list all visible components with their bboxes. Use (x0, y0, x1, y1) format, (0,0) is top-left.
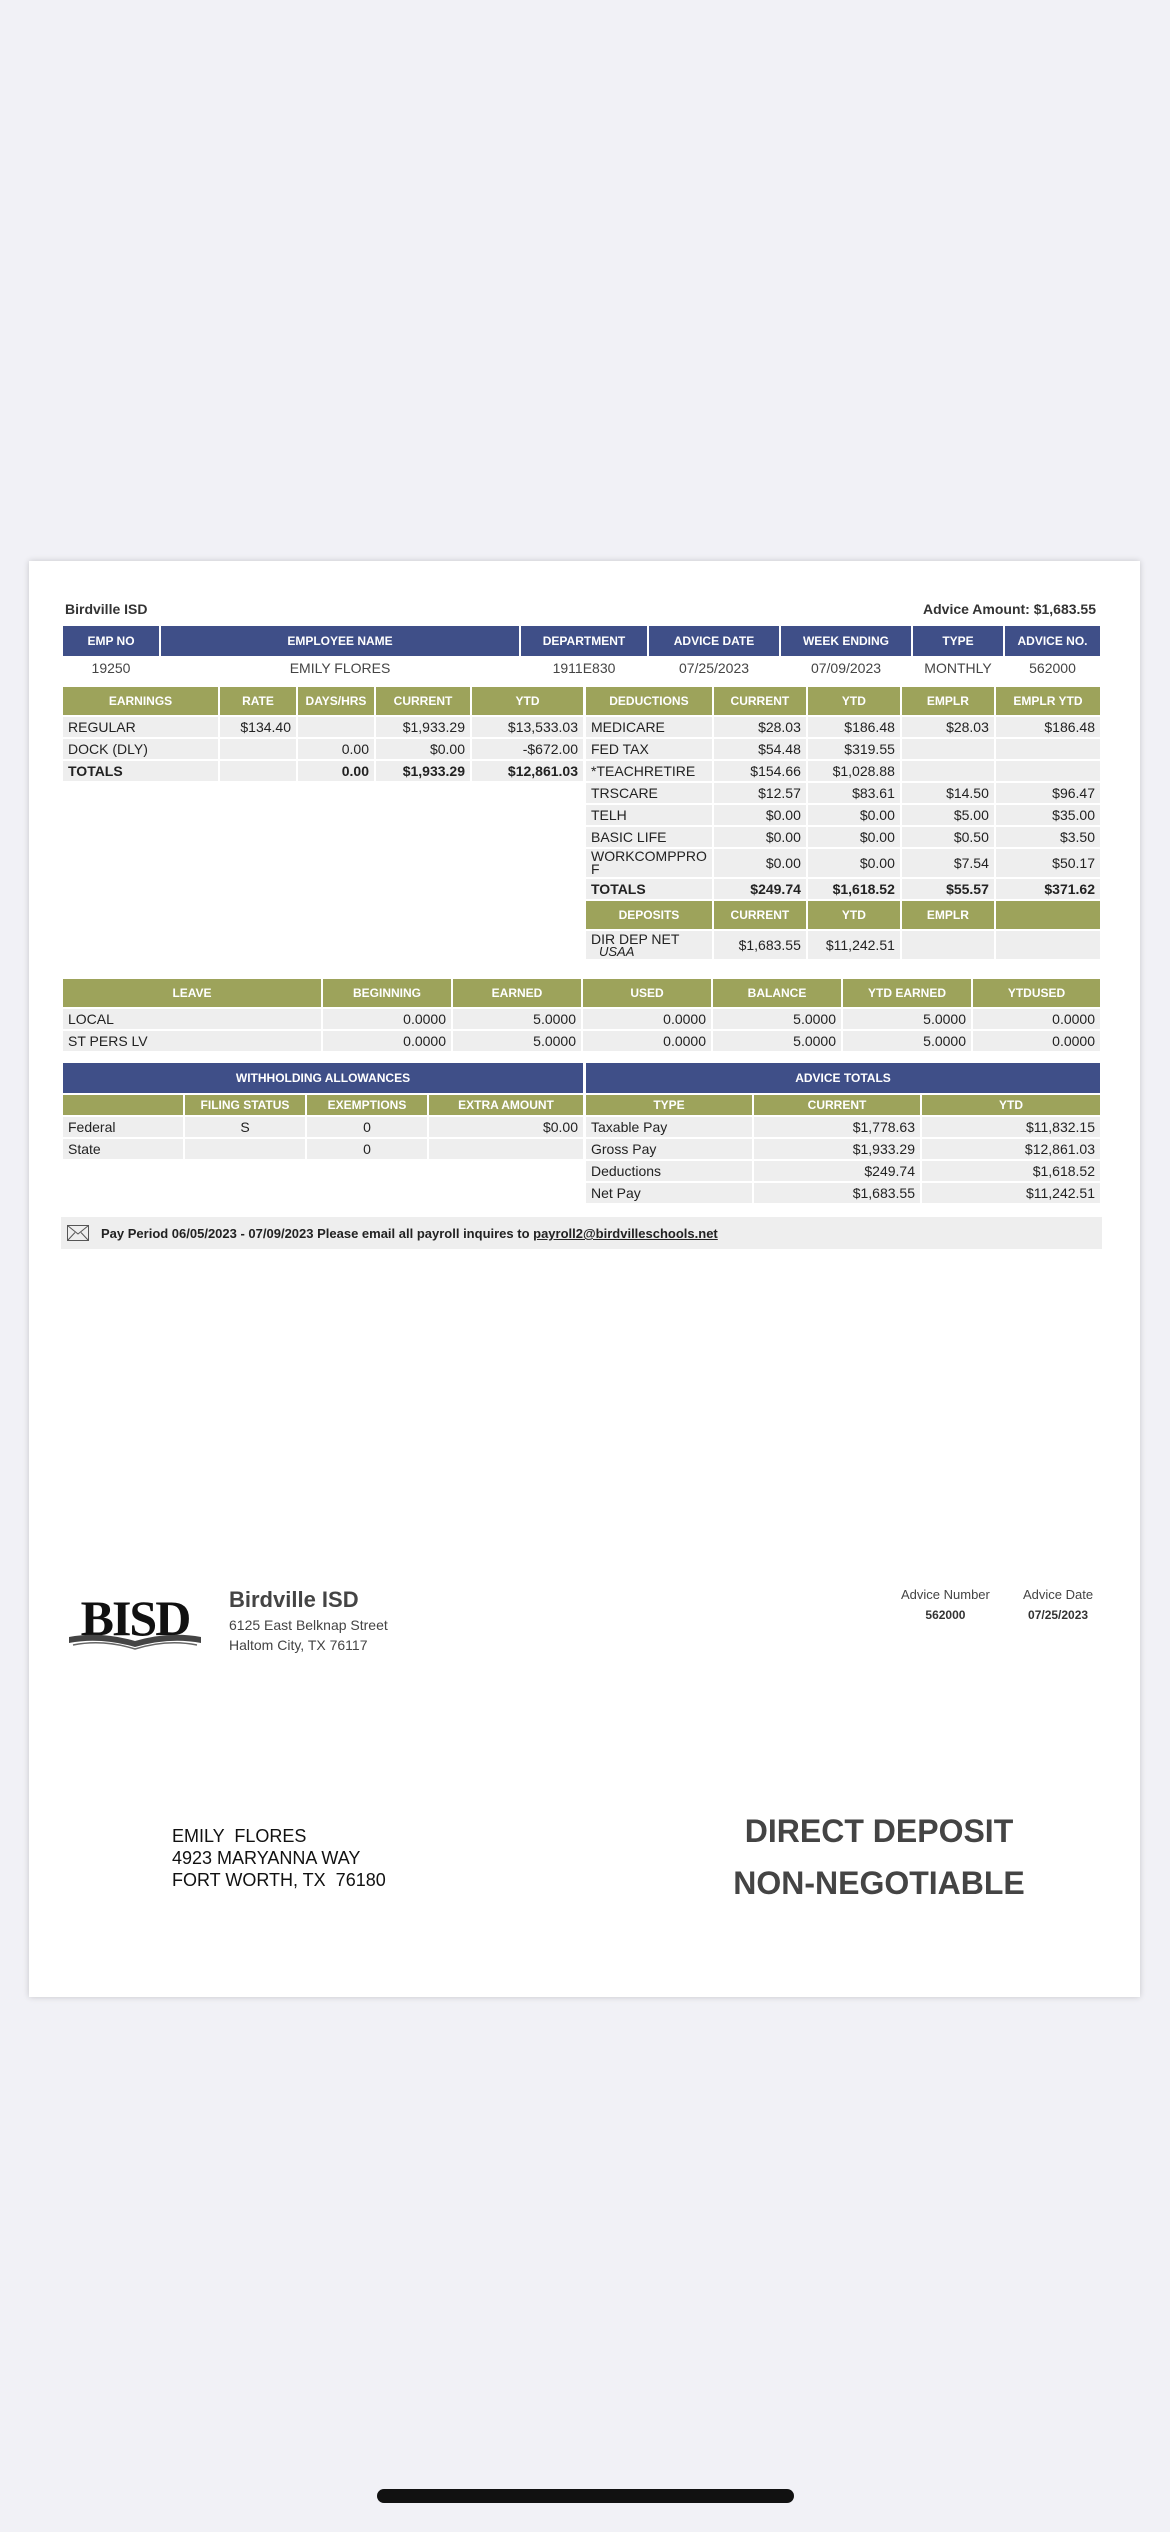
table-row (63, 717, 583, 737)
earning-name: REGULAR (63, 717, 218, 737)
col-header: FILING STATUS (185, 1095, 305, 1115)
advice-number-label: Advice Number (901, 1587, 990, 1602)
table-row (63, 1117, 583, 1137)
deduction-ytd: $83.61 (808, 783, 900, 803)
leave-used: 0.0000 (583, 1031, 711, 1051)
col-header: ADVICE DATE (649, 626, 779, 656)
deduction-emplr: $7.54 (902, 849, 994, 877)
total-ytd: $11,832.15 (922, 1117, 1100, 1137)
earning-rate: $134.40 (220, 717, 296, 737)
deduction-current: $0.00 (714, 849, 806, 877)
col-header: EXTRA AMOUNT (429, 1095, 583, 1115)
employee-info-table (61, 624, 1102, 680)
leave-name: LOCAL (63, 1009, 321, 1029)
deposit-name-cell (586, 931, 712, 959)
col-header: WEEK ENDING (781, 626, 911, 656)
deduction-emplr-ytd (996, 761, 1100, 781)
deposit-blank (996, 931, 1100, 959)
leave-ytd-used: 0.0000 (973, 1009, 1100, 1029)
earning-rate (220, 739, 296, 759)
deduction-name: BASIC LIFE (586, 827, 712, 847)
stub-city: Haltom City, TX 76117 (229, 1637, 368, 1653)
deduction-name-cell (586, 849, 712, 877)
table-row (586, 717, 1100, 737)
col-header: YTD (472, 687, 583, 715)
deduction-ytd: $0.00 (808, 849, 900, 877)
col-header: RATE (220, 687, 296, 715)
deductions-table (584, 685, 1102, 961)
leave-beginning: 0.0000 (323, 1031, 451, 1051)
deduction-ytd: $0.00 (808, 805, 900, 825)
table-row (586, 1183, 1100, 1203)
deduction-emplr (902, 739, 994, 759)
home-indicator[interactable] (377, 2489, 794, 2503)
col-header: BALANCE (713, 979, 841, 1007)
col-header: TYPE (913, 626, 1003, 656)
col-header: EMPLR (902, 901, 994, 929)
deduction-emplr-ytd (996, 739, 1100, 759)
leave-section (61, 977, 1102, 1053)
deposit-current: $1,683.55 (714, 931, 806, 959)
deduction-current: $12.57 (714, 783, 806, 803)
deduction-emplr: $28.03 (902, 717, 994, 737)
col-header: ADVICE NO. (1005, 626, 1100, 656)
stub-street: 6125 East Belknap Street (229, 1617, 388, 1633)
non-negotiable-stamp: NON-NEGOTIABLE (733, 1865, 1025, 1901)
recipient-name: EMILY FLORES (172, 1826, 307, 1846)
leave-earned: 5.0000 (453, 1009, 581, 1029)
deduction-name: MEDICARE (586, 717, 712, 737)
withholding-title: WITHHOLDING ALLOWANCES (63, 1063, 583, 1093)
table-row (586, 849, 1100, 877)
deduction-emplr-ytd: $186.48 (996, 717, 1100, 737)
stub-advice-date (1023, 1587, 1093, 1622)
deduction-current: $154.66 (714, 761, 806, 781)
col-header: YTDUSED (973, 979, 1100, 1007)
total-type: Net Pay (586, 1183, 752, 1203)
totals-current: $249.74 (714, 879, 806, 899)
col-header: EMPLR YTD (996, 687, 1100, 715)
totals-emplr: $55.57 (902, 879, 994, 899)
pay-type: MONTHLY (924, 660, 992, 676)
table-row (586, 1139, 1100, 1159)
col-header: LEAVE (63, 979, 321, 1007)
total-ytd: $1,618.52 (922, 1161, 1100, 1181)
advice-date: 07/25/2023 (678, 660, 750, 676)
totals-ytd: $1,618.52 (808, 879, 900, 899)
org-name-header: Birdville ISD (65, 601, 148, 617)
week-ending: 07/09/2023 (810, 660, 882, 676)
leave-ytd-used: 0.0000 (973, 1031, 1100, 1051)
deduction-emplr: $0.50 (902, 827, 994, 847)
advice-header (61, 601, 1102, 623)
pay-period-message: Pay Period 06/05/2023 - 07/09/2023 Please email all payroll inquires to (101, 1226, 534, 1241)
stub-org-address (229, 1615, 388, 1655)
total-type: Gross Pay (586, 1139, 752, 1159)
earning-current: $0.00 (376, 739, 470, 759)
col-header: BEGINNING (323, 979, 451, 1007)
totals-row (586, 879, 1100, 899)
table-row (63, 1009, 1100, 1029)
totals-days: 0.00 (298, 761, 374, 781)
svg-text:BISD: BISD (80, 1591, 190, 1646)
deposit-name: DIR DEP NET (591, 930, 680, 947)
advice-totals-table (584, 1061, 1102, 1205)
filing-status: S (185, 1117, 305, 1137)
deduction-emplr-ytd: $96.47 (996, 783, 1100, 803)
totals-current: $1,933.29 (376, 761, 470, 781)
table-row (586, 761, 1100, 781)
col-header: DAYS/HRS (298, 687, 374, 715)
direct-deposit-stamp: DIRECT DEPOSIT (744, 1813, 1014, 1849)
col-header: DEPOSITS (586, 901, 712, 929)
col-header: EARNED (453, 979, 581, 1007)
recipient-city: FORT WORTH, TX 76180 (172, 1870, 386, 1890)
deduction-emplr-ytd: $50.17 (996, 849, 1100, 877)
deposit-ytd: $11,242.51 (808, 931, 900, 959)
withholding-section (61, 1061, 585, 1161)
leave-ytd-earned: 5.0000 (843, 1031, 971, 1051)
col-header: TYPE (586, 1095, 752, 1115)
withholding-table (61, 1061, 585, 1161)
col-header: USED (583, 979, 711, 1007)
pay-advice-document (29, 561, 1140, 1997)
table-row (586, 1117, 1100, 1137)
extra-amount: $0.00 (429, 1117, 583, 1137)
earning-ytd: $13,533.03 (472, 717, 583, 737)
totals-emplr-ytd: $371.62 (996, 879, 1100, 899)
deposit-bank: USAA (599, 943, 635, 959)
earnings-table (61, 685, 585, 783)
col-header: EMPLR (902, 687, 994, 715)
bisd-logo (65, 1591, 205, 1653)
advice-totals-title: ADVICE TOTALS (586, 1063, 1100, 1093)
total-current: $1,933.29 (754, 1139, 920, 1159)
department: 1911E830 (552, 660, 616, 676)
deduction-emplr (902, 761, 994, 781)
table-row (586, 783, 1100, 803)
extra-amount (429, 1139, 583, 1159)
employee-info-section (61, 624, 1102, 680)
deduction-current: $0.00 (714, 827, 806, 847)
earning-ytd: -$672.00 (472, 739, 583, 759)
advice-no: 562000 (1029, 660, 1076, 676)
advice-number-value: 562000 (925, 1608, 966, 1622)
deduction-current: $28.03 (714, 717, 806, 737)
deductions-section (584, 685, 1102, 961)
advice-amount: Advice Amount: $1,683.55 (923, 601, 1096, 617)
deduction-current: $0.00 (714, 805, 806, 825)
col-header: CURRENT (714, 687, 806, 715)
col-header: YTD (922, 1095, 1100, 1115)
col-header: EARNINGS (63, 687, 218, 715)
deduction-name: TRSCARE (586, 783, 712, 803)
advice-date-value: 07/25/2023 (1028, 1608, 1089, 1622)
totals-ytd: $12,861.03 (472, 761, 583, 781)
earning-days: 0.00 (298, 739, 374, 759)
leave-ytd-earned: 5.0000 (843, 1009, 971, 1029)
total-current: $1,683.55 (754, 1183, 920, 1203)
earning-name: DOCK (DLY) (63, 739, 218, 759)
table-row (63, 739, 583, 759)
deduction-name: FED TAX (586, 739, 712, 759)
totals-row (63, 761, 583, 781)
col-header: YTD (808, 687, 900, 715)
deduction-ytd: $1,028.88 (808, 761, 900, 781)
deduction-name: WORKCOMPPRO (591, 848, 707, 864)
col-header: CURRENT (714, 901, 806, 929)
col-header: EXEMPTIONS (307, 1095, 427, 1115)
col-header (996, 901, 1100, 929)
emp-no: 19250 (91, 660, 131, 676)
payroll-email-link[interactable]: payroll2@birdvilleschools.net (533, 1226, 718, 1241)
deduction-emplr-ytd: $3.50 (996, 827, 1100, 847)
earning-days (298, 717, 374, 737)
pay-period-text (101, 1226, 718, 1241)
table-row (586, 1161, 1100, 1181)
deduction-emplr: $14.50 (902, 783, 994, 803)
total-ytd: $11,242.51 (922, 1183, 1100, 1203)
table-row (586, 805, 1100, 825)
advice-totals-section (584, 1061, 1102, 1205)
leave-table (61, 977, 1102, 1053)
stub-advice-number (901, 1587, 990, 1622)
col-header: CURRENT (376, 687, 470, 715)
col-header: YTD EARNED (843, 979, 971, 1007)
totals-label: TOTALS (586, 879, 712, 899)
total-type: Taxable Pay (586, 1117, 752, 1137)
deduction-name: *TEACHRETIRE (586, 761, 712, 781)
totals-rate (220, 761, 296, 781)
withholding-type: State (63, 1139, 183, 1159)
deduction-name: TELH (586, 805, 712, 825)
table-row (63, 1031, 1100, 1051)
table-row (586, 827, 1100, 847)
exemptions: 0 (307, 1117, 427, 1137)
deduction-emplr-ytd: $35.00 (996, 805, 1100, 825)
deduction-name-wrap: F (591, 861, 600, 877)
filing-status (185, 1139, 305, 1159)
totals-label: TOTALS (63, 761, 218, 781)
deduction-current: $54.48 (714, 739, 806, 759)
leave-used: 0.0000 (583, 1009, 711, 1029)
deposit-row (586, 931, 1100, 959)
deposit-emplr (902, 931, 994, 959)
deduction-ytd: $319.55 (808, 739, 900, 759)
deduction-emplr: $5.00 (902, 805, 994, 825)
leave-balance: 5.0000 (713, 1031, 841, 1051)
total-type: Deductions (586, 1161, 752, 1181)
earnings-section (61, 685, 585, 783)
total-current: $1,778.63 (754, 1117, 920, 1137)
envelope-icon (67, 1225, 89, 1241)
col-header: EMPLOYEE NAME (161, 626, 519, 656)
stub-org-name: Birdville ISD (229, 1587, 359, 1612)
pay-period-note (61, 1217, 1102, 1249)
exemptions: 0 (307, 1139, 427, 1159)
col-header: EMP NO (63, 626, 159, 656)
recipient-street: 4923 MARYANNA WAY (172, 1848, 361, 1868)
table-row (586, 739, 1100, 759)
deduction-ytd: $0.00 (808, 827, 900, 847)
deduction-ytd: $186.48 (808, 717, 900, 737)
col-header: CURRENT (754, 1095, 920, 1115)
leave-beginning: 0.0000 (323, 1009, 451, 1029)
leave-balance: 5.0000 (713, 1009, 841, 1029)
earning-current: $1,933.29 (376, 717, 470, 737)
recipient-address (172, 1825, 386, 1891)
col-header: DEDUCTIONS (586, 687, 712, 715)
col-header (63, 1095, 183, 1115)
table-row (63, 1139, 583, 1159)
col-header: YTD (808, 901, 900, 929)
leave-earned: 5.0000 (453, 1031, 581, 1051)
col-header: DEPARTMENT (521, 626, 647, 656)
total-current: $249.74 (754, 1161, 920, 1181)
advice-date-label: Advice Date (1023, 1587, 1094, 1602)
leave-name: ST PERS LV (63, 1031, 321, 1051)
withholding-type: Federal (63, 1117, 183, 1137)
employee-name: EMILY FLORES (289, 660, 391, 676)
total-ytd: $12,861.03 (922, 1139, 1100, 1159)
